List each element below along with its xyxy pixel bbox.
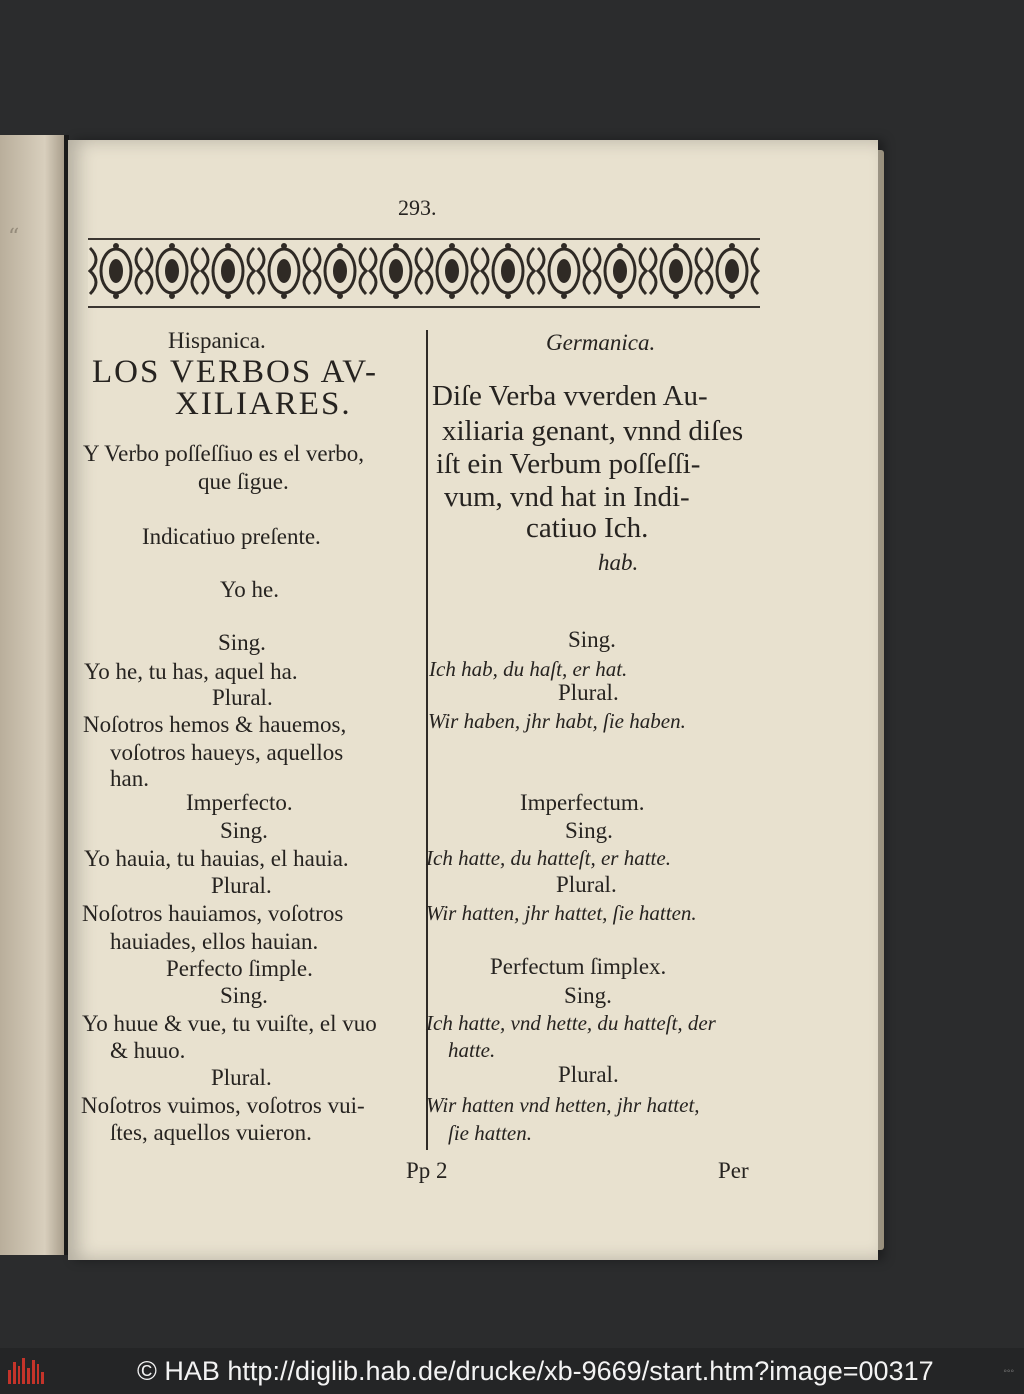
- right-perfect-heading: Perfectum ſimplex.: [490, 954, 667, 979]
- left-imperfect-plural-line1: Noſotros hauiamos, voſotros: [82, 901, 344, 926]
- right-plural-label: Plural.: [558, 680, 619, 705]
- left-intro-line1: Y Verbo poſſeſſiuo es el verbo,: [83, 441, 365, 466]
- left-perfect-heading: Perfecto ſimple.: [166, 956, 313, 981]
- left-plural-label: Plural.: [212, 685, 273, 710]
- left-intro-line2: que ſigue.: [198, 469, 289, 494]
- left-title-line2: XILIARES.: [175, 386, 352, 422]
- right-imperfect-plural-label: Plural.: [556, 872, 617, 897]
- left-perfect-plural-label: Plural.: [211, 1065, 272, 1090]
- right-perfect-plural-label: Plural.: [558, 1062, 619, 1087]
- book-page: [68, 140, 878, 1260]
- right-imperfect-plural-text: Wir hatten, jhr hattet, ſie hatten.: [426, 901, 697, 925]
- right-intro-line5: catiuo Ich.: [526, 512, 649, 544]
- right-perfect-sing-label: Sing.: [564, 983, 612, 1008]
- right-perfect-plural-line2: ſie hatten.: [448, 1121, 532, 1145]
- right-perfect-plural-line1: Wir hatten vnd hetten, jhr hattet,: [426, 1093, 700, 1117]
- right-language-label: Germanica.: [546, 330, 656, 355]
- left-example: Yo he.: [220, 577, 280, 602]
- right-intro-line3: iſt ein Verbum poſſeſſi-: [436, 448, 701, 480]
- left-plural-line2: voſotros haueys, aquellos: [110, 740, 344, 765]
- left-imperfect-heading: Imperfecto.: [186, 790, 293, 815]
- corner-mark-icon: ◦◦◦: [1003, 1366, 1014, 1377]
- right-perfect-sing-line1: Ich hatte, vnd hette, du hatteſt, der: [426, 1011, 716, 1035]
- left-heading: Indicatiuo preſente.: [142, 524, 321, 549]
- right-intro-line2: xiliaria genant, vnnd diſes: [442, 415, 744, 447]
- ornament-pattern-icon: [88, 240, 760, 302]
- right-imperfect-heading: Imperfectum.: [520, 790, 645, 815]
- signature-mark: Pp 2: [406, 1158, 448, 1183]
- right-imperfect-sing-text: Ich hatte, du hatteſt, er hatte.: [426, 846, 671, 870]
- hab-logo-icon: [8, 1356, 44, 1384]
- right-sing-label: Sing.: [568, 627, 616, 652]
- left-perfect-plural-line1: Noſotros vuimos, voſotros vui-: [81, 1093, 365, 1118]
- right-plural-text: Wir haben, jhr habt, ſie haben.: [428, 709, 686, 733]
- left-imperfect-sing-label: Sing.: [220, 818, 268, 843]
- right-perfect-sing-line2: hatte.: [448, 1038, 496, 1062]
- right-intro-line6: hab.: [598, 550, 639, 575]
- left-imperfect-sing-text: Yo hauia, tu hauias, el hauia.: [84, 846, 349, 871]
- page-number: 293.: [398, 195, 437, 220]
- adjacent-page-ghost-text: “: [8, 225, 20, 250]
- left-title-line1: LOS VERBOS AV-: [92, 354, 378, 390]
- left-sing-label: Sing.: [218, 630, 266, 655]
- left-imperfect-plural-label: Plural.: [211, 873, 272, 898]
- right-imperfect-sing-label: Sing.: [565, 818, 613, 843]
- copyright-url[interactable]: © HAB http://diglib.hab.de/drucke/xb-9669/start.htm?image=00317: [137, 1356, 934, 1386]
- left-plural-line1: Noſotros hemos & hauemos,: [83, 712, 347, 737]
- adjacent-page-edge: [0, 135, 64, 1255]
- left-plural-line3: han.: [110, 766, 149, 791]
- left-language-label: Hispanica.: [168, 328, 266, 353]
- left-sing-text: Yo he, tu has, aquel ha.: [84, 659, 298, 684]
- left-perfect-sing-line1: Yo huue & vue, tu vuiſte, el vuo: [82, 1011, 377, 1036]
- left-perfect-sing-line2: & huuo.: [110, 1038, 186, 1063]
- left-imperfect-plural-line2: hauiades, ellos hauian.: [110, 929, 319, 954]
- catchword: Per: [718, 1158, 749, 1183]
- left-perfect-plural-line2: ſtes, aquellos vuieron.: [110, 1120, 312, 1145]
- ornament-band: [88, 238, 760, 308]
- right-sing-text: Ich hab, du haſt, er hat.: [429, 657, 628, 681]
- left-perfect-sing-label: Sing.: [220, 983, 268, 1008]
- right-intro-line1: Diſe Verba vverden Au-: [432, 380, 708, 412]
- right-intro-line4: vum, vnd hat in Indi-: [444, 481, 690, 513]
